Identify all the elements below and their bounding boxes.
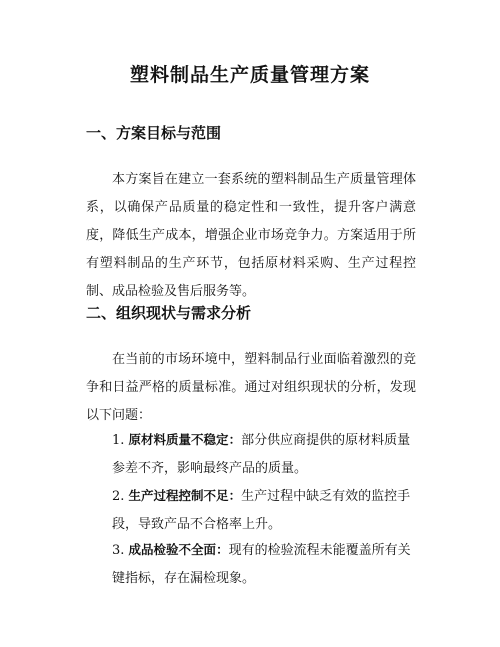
issue-number: 2. [112, 489, 125, 504]
issue-item-2 [86, 482, 416, 539]
issue-number: 3. [112, 543, 125, 558]
issue-colon: ： [216, 542, 229, 557]
issue-item-1 [86, 426, 416, 483]
issue-number: 1. [112, 433, 125, 448]
section-heading-1: 一、方案目标与范围 [86, 124, 222, 142]
section-2-paragraph [86, 346, 416, 430]
issue-colon: ： [228, 488, 242, 503]
issue-text: 生产过程中缺乏有效的监控手段，导致产品不合格率上升。 [112, 489, 411, 532]
section-heading-2: 二、组织现状与需求分析 [86, 304, 252, 322]
issue-label: 成品检验不全面 [128, 542, 217, 557]
issue-text: 现有的检验流程未能覆盖所有关键指标，存在漏检现象。 [112, 543, 411, 586]
issue-item-3 [86, 536, 416, 593]
issue-colon: ： [228, 432, 242, 447]
section-2-body: 在当前的市场环境中，塑料制品行业面临着激烈的竞争和日益严格的质量标准。通过对组织现状的分析，发现以下问题： [86, 352, 416, 423]
section-1-paragraph [86, 166, 416, 306]
issue-label: 原材料质量不稳定 [128, 432, 229, 447]
issue-text: 部分供应商提供的原材料质量参差不齐，影响最终产品的质量。 [112, 433, 411, 476]
document-title: 塑料制品生产质量管理方案 [129, 64, 370, 86]
section-1-body: 本方案旨在建立一套系统的塑料制品生产质量管理体系，以确保产品质量的稳定性和一致性，提升客户满意度，降低生产成本，增强企业市场竞争力。方案适用于所有塑料制品的生产环节，包括原材料采购、生产过程控制、成品检验及售后服务等。 [86, 172, 416, 299]
issue-label: 生产过程控制不足 [128, 488, 229, 503]
